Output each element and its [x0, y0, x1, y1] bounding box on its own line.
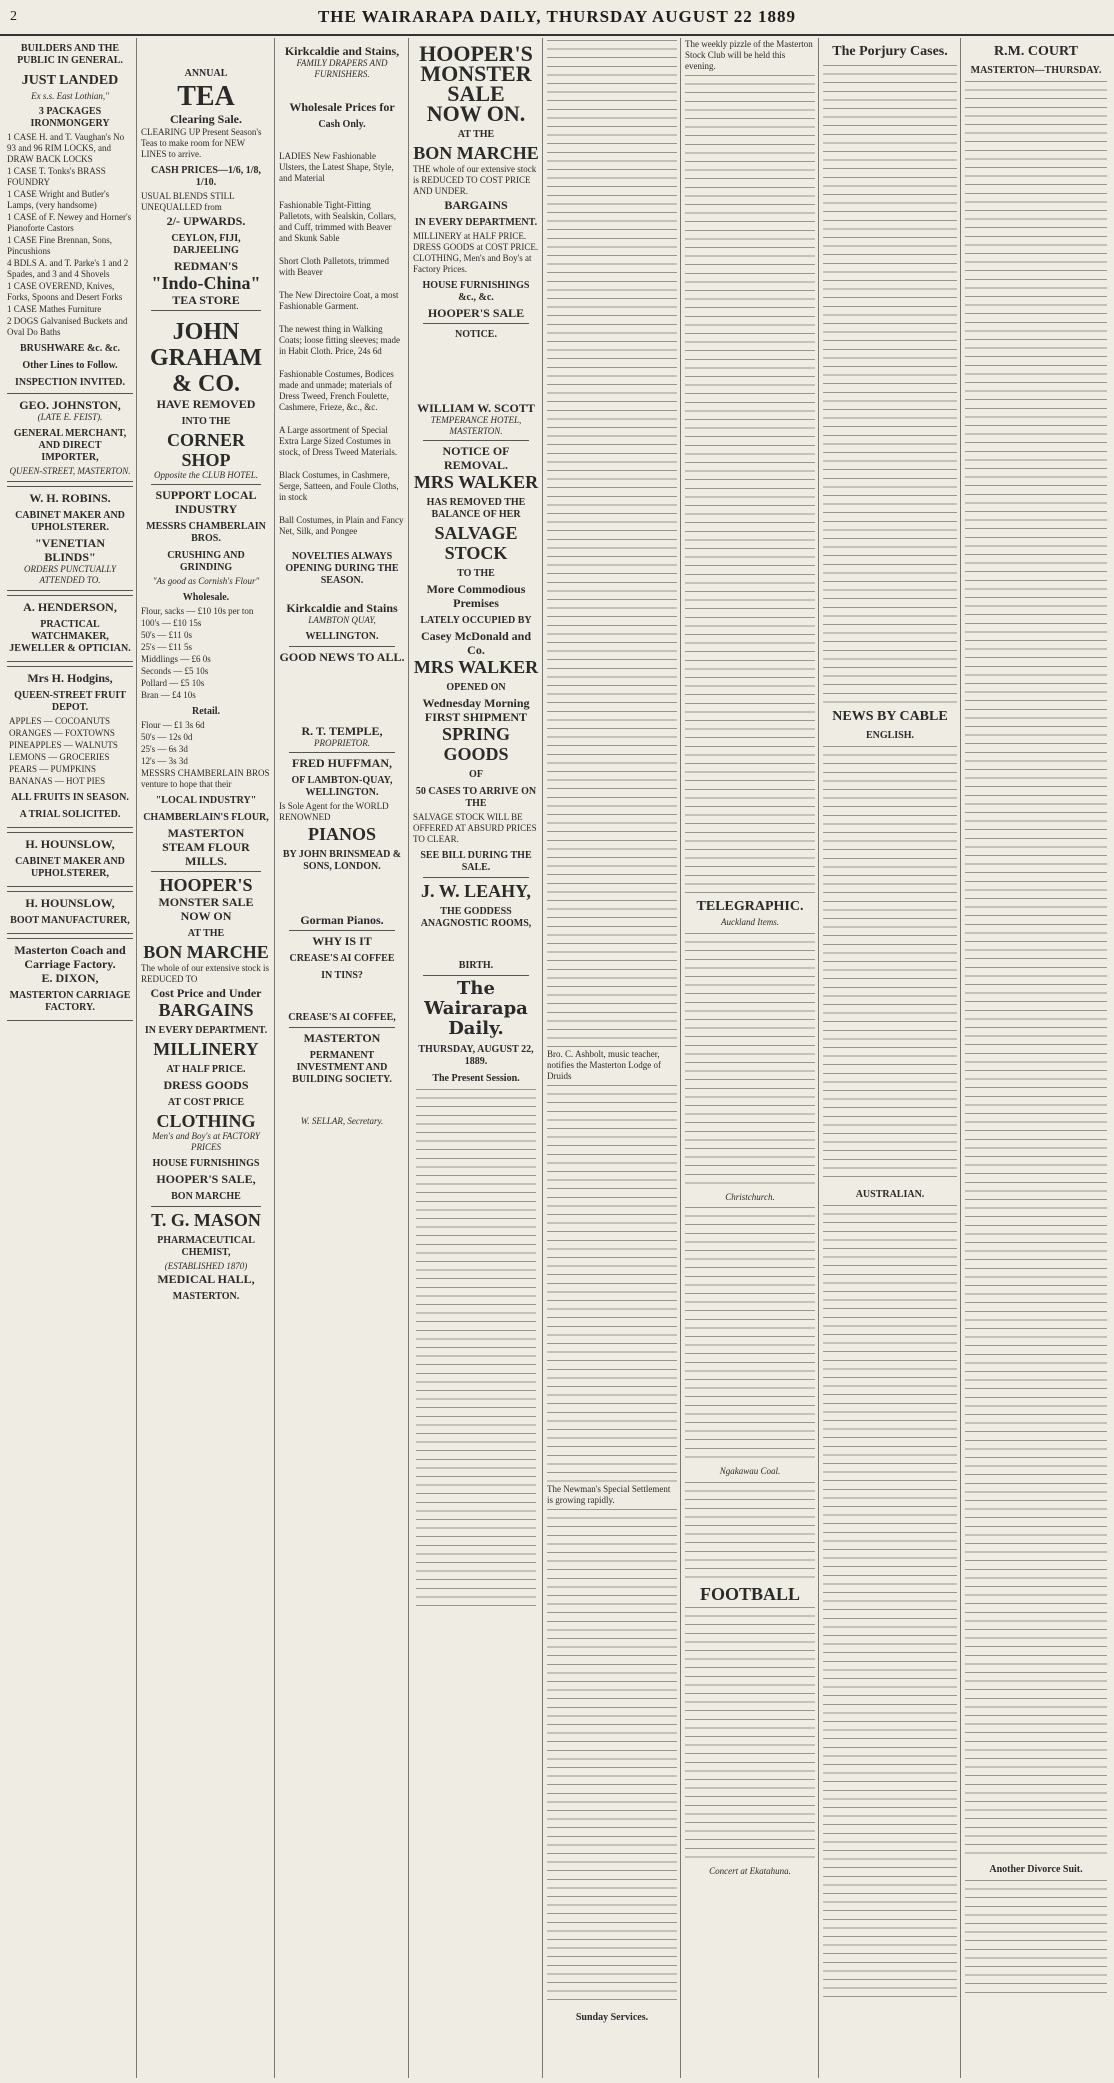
every-dept4: IN EVERY DEPARTMENT.	[414, 217, 538, 228]
list-item: 1 CASE H. and T. Vaughan's No 93 and 96 RIM LOCKS, and DRAW BACK LOCKS	[7, 131, 125, 164]
annual-label: ANNUAL	[184, 68, 228, 79]
builders-heading: BUILDERS AND THE PUBLIC IN GENERAL.	[17, 43, 123, 66]
robins-name: W. H. ROBINS.	[29, 490, 111, 505]
millinery: MILLINERY	[153, 1039, 259, 1059]
football: FOOTBALL	[699, 1583, 801, 1604]
price-row: Middlings — £6 0s	[141, 654, 211, 664]
list-item: 2 DOGS Galvanised Buckets and Oval Do Baths	[7, 315, 128, 337]
page-number: 2	[10, 9, 18, 24]
bon-marche4: BON MARCHE	[413, 143, 539, 163]
upwards: 2/- UPWARDS.	[166, 214, 246, 228]
list-item: 1 CASE Mathes Furniture	[7, 303, 102, 314]
masterton2: MASTERTON.	[172, 1291, 240, 1302]
australian: AUSTRALIAN.	[855, 1189, 925, 1200]
tea-heading: TEA	[177, 81, 235, 112]
retail-row: 12's — 3s 3d	[141, 756, 188, 766]
monster4: MONSTER	[420, 61, 532, 86]
retail-row: 50's — 12s 0d	[141, 732, 193, 742]
price-row: 25's — £11 5s	[141, 642, 193, 652]
kirkcaldie-heading: Kirkcaldie and Stains,	[284, 44, 400, 58]
lately: LATELY OCCUPIED BY	[420, 615, 532, 626]
millinery4: MILLINERY at HALF PRICE. DRESS GOODS at COST PRICE. CLOTHING, Men's and Boy's at Factory Prices.	[413, 231, 539, 274]
sole-agent: Is Sole Agent for the WORLD RENOWNED	[279, 801, 389, 822]
graham-heading: JOHN GRAHAM & CO.	[150, 319, 262, 397]
present-session: The Present Session.	[432, 1073, 520, 1084]
usual-blends: USUAL BLENDS STILL UNEQUALLED from	[141, 191, 235, 212]
column-5	[544, 38, 681, 2078]
support-local: SUPPORT LOCAL INDUSTRY	[155, 488, 257, 516]
shipment: FIRST SHIPMENT	[424, 710, 528, 724]
hoopers-heading: HOOPER'S	[159, 875, 253, 895]
column-8	[962, 38, 1110, 2078]
bargains: BARGAINS	[158, 1000, 254, 1020]
wellington: WELLINGTON.	[305, 631, 379, 642]
salvage-stock: SALVAGE STOCK	[434, 523, 518, 563]
monster-sale: MONSTER SALE	[158, 895, 254, 909]
column-4	[410, 38, 543, 2078]
mason-heading: T. G. MASON	[151, 1210, 261, 1230]
other-lines: Other Lines to Follow.	[22, 359, 118, 371]
ball-costumes: Ball Costumes, in Plain and Fancy Net, Silk, and Pongee	[279, 515, 404, 536]
wholesale-prices: Wholesale Prices for	[289, 100, 395, 114]
half-price: AT HALF PRICE.	[166, 1064, 246, 1075]
spring-goods: SPRING GOODS	[441, 724, 510, 764]
henderson-sub: PRACTICAL WATCHMAKER, JEWELLER & OPTICIAN.	[9, 618, 131, 654]
english: ENGLISH.	[865, 730, 915, 741]
another-divorce: Another Divorce Suit.	[989, 1864, 1083, 1875]
paper-date: THURSDAY, AUGUST 22, 1889.	[418, 1044, 534, 1067]
list-item: 1 CASE OVEREND, Knives, Forks, Spoons and Desert Forks	[7, 280, 123, 302]
hoopers-sale4: HOOPER'S SALE	[427, 306, 525, 320]
settlement-item: The Newman's Special Settlement is growing rapidly.	[547, 1484, 671, 1505]
fruit-item: LEMONS — GROCERIES	[9, 751, 110, 762]
stock-reduced: The whole of our extensive stock is REDUCED TO	[141, 963, 269, 984]
opened-on: OPENED ON	[446, 682, 506, 693]
tight-fitting: Fashionable Tight-Fitting Palletots, with Sealskin, Collars, and Cuff, trimmed with Beaver and Skunk Sable	[279, 200, 396, 243]
column-3	[276, 38, 409, 2078]
kirkcaldie2: Kirkcaldie and Stains	[286, 601, 398, 615]
see-bills: SEE BILL DURING THE SALE.	[420, 850, 532, 873]
crushing: CRUSHING AND GRINDING	[167, 550, 245, 573]
why-is-it: WHY IS IT	[312, 934, 372, 948]
black-costumes: Black Costumes, in Cashmere, Serge, Satteen, and Foule Cloths, in stock	[279, 470, 399, 502]
cash-only: Cash Only.	[318, 119, 366, 130]
johnston-sub2: GENERAL MERCHANT, AND DIRECT IMPORTER,	[13, 427, 127, 463]
good-news: GOOD NEWS TO ALL.	[279, 650, 405, 664]
local-industry: "LOCAL INDUSTRY"	[155, 795, 257, 806]
lambton-quay: LAMBTON QUAY,	[308, 615, 376, 625]
ladies-ulsters: LADIES New Fashionable Ulsters, the Latest Shape, Style, and Material	[279, 151, 394, 183]
rm-court: R.M. COURT	[994, 44, 1078, 59]
house4: HOUSE FURNISHINGS &c., &c.	[422, 280, 530, 303]
trial-solicited: A TRIAL SOLICITED.	[19, 808, 121, 820]
opposite-club: Opposite the CLUB HOTEL.	[153, 470, 258, 480]
price-row: Pollard — £5 10s	[141, 678, 205, 688]
pharmaceutical: PHARMACEUTICAL CHEMIST,	[157, 1235, 255, 1258]
price-row: Seconds — £5 10s	[141, 666, 209, 676]
ex-ship: Ex s.s. East Lothian,"	[31, 91, 109, 101]
premises: More Commodious Premises	[426, 582, 526, 610]
ceylon: CEYLON, FIJI, DARJEELING	[171, 233, 241, 256]
scott-name: WILLIAM W. SCOTT	[417, 401, 535, 415]
fruit-item: ORANGES — FOXTOWNS	[9, 727, 115, 738]
retail: Retail.	[191, 706, 221, 717]
redman: REDMAN'S	[173, 259, 238, 273]
list-item: 1 CASE T. Tonks's BRASS FOUNDRY	[7, 165, 106, 187]
clearing-body: CLEARING UP Present Season's Teas to make room for NEW LINES to arrive.	[141, 127, 262, 159]
news-by-cable: NEWS BY CABLE	[832, 709, 948, 724]
huffman-address: OF LAMBTON-QUAY, WELLINGTON.	[291, 775, 393, 798]
column-2	[138, 38, 275, 2078]
list-item: 1 CASE of F. Newey and Horner's Pianoforte Castors	[7, 211, 132, 233]
cases-arrive: 50 CASES TO ARRIVE ON THE	[415, 786, 537, 809]
cornish: "As good as Cornish's Flour"	[152, 576, 260, 586]
of-label: OF	[469, 769, 483, 780]
walker-name: MRS WALKER	[413, 472, 539, 492]
temple-proprietor: PROPRIETOR.	[313, 738, 371, 748]
hounslow2-sub: BOOT MANUFACTURER,	[10, 914, 130, 926]
at-cost: AT COST PRICE	[167, 1097, 245, 1108]
building-society: PERMANENT INVESTMENT AND BUILDING SOCIETY.	[292, 1050, 392, 1085]
newspaper-title: THE WAIRARAPA DAILY, THURSDAY AUGUST 22 1889	[317, 7, 797, 26]
venetian-sub: ORDERS PUNCTUALLY ATTENDED TO.	[23, 563, 117, 585]
masthead	[0, 0, 1114, 36]
walking-coats: The newest thing in Walking Coats; loose fitting sleeves; made in Habit Cloth. Price, 24s 6d	[279, 324, 400, 356]
page-columns	[4, 38, 1110, 2078]
coach-heading: Masterton Coach and Carriage Factory.	[14, 942, 126, 971]
clothing: CLOTHING	[156, 1111, 256, 1131]
list-item: 1 CASE Wright and Butler's Lamps, (very handsome)	[7, 188, 110, 210]
stock-club: The weekly pizzle of the Masterton Stock Club will be held this evening.	[685, 39, 813, 71]
gorman-pianos: Gorman Pianos.	[300, 913, 384, 927]
corner-shop: CORNER SHOP	[166, 430, 245, 470]
price-row: 100's — £10 15s	[141, 618, 202, 628]
temperance: TEMPERANCE HOTEL, MASTERTON.	[430, 415, 522, 436]
dress-goods: DRESS GOODS	[163, 1078, 249, 1092]
every-dept: IN EVERY DEPARTMENT.	[144, 1025, 268, 1036]
wednesday: Wednesday Morning	[422, 696, 530, 710]
hounslow-name: H. HOUNSLOW,	[25, 836, 115, 851]
casey: Casey McDonald and Co.	[420, 629, 531, 657]
have-removed: HAVE REMOVED	[156, 397, 256, 411]
leahy-sub: THE GODDESS ANAGNOSTIC ROOMS,	[420, 906, 532, 929]
novelties: NOVELTIES ALWAYS OPENING DURING THE SEASON.	[285, 551, 399, 586]
house-furnishings: HOUSE FURNISHINGS	[152, 1158, 260, 1169]
directoire: The New Directoire Coat, a most Fashionable Garment.	[279, 290, 399, 311]
in-tins: IN TINS?	[321, 970, 363, 981]
fruit-footer: ALL FRUITS IN SEASON.	[11, 791, 129, 803]
clearing-sale: Clearing Sale.	[170, 112, 242, 126]
henderson-name: A. HENDERSON,	[23, 599, 117, 614]
hounslow2-name: H. HOUNSLOW,	[25, 895, 115, 910]
at-the: AT THE	[187, 928, 225, 939]
queen-street: QUEEN-STREET, MASTERTON.	[9, 465, 131, 476]
factory-prices: Men's and Boy's at FACTORY PRICES	[152, 1131, 260, 1152]
established: (ESTABLISHED 1870)	[164, 1261, 248, 1271]
scotch-costumes: A Large assortment of Special Extra Large Sized Costumes in stock, of Dress Tweed Materials.	[279, 425, 398, 457]
brinsmead: BY JOHN BRINSMEAD & SONS, LONDON.	[282, 849, 402, 872]
retail-row: Flour — £1 3s 6d	[141, 720, 205, 730]
temple-name: R. T. TEMPLE,	[301, 724, 383, 738]
medical-hall: MEDICAL HALL,	[157, 1272, 255, 1286]
dixon-name: E. DIXON,	[41, 970, 99, 985]
porjury-cases: The Porjury Cases.	[832, 44, 948, 59]
masterton-label: MASTERTON	[167, 826, 245, 840]
fruit-item: BANANAS — HOT PIES	[9, 775, 106, 786]
sellar: W. SELLAR, Secretary.	[300, 1116, 384, 1126]
chamberlain: MESSRS CHAMBERLAIN BROS.	[146, 521, 266, 544]
chamberlain2: MESSRS CHAMBERLAIN BROS venture to hope that their	[141, 768, 270, 789]
at-the4: AT THE	[457, 129, 495, 140]
dixon-sub: MASTERTON CARRIAGE FACTORY.	[9, 989, 131, 1013]
fruit-item: APPLES — COCOANUTS	[9, 715, 111, 726]
retail-row: 25's — 6s 3d	[141, 744, 188, 754]
tea-store: TEA STORE	[172, 293, 240, 307]
auckland-items: Auckland Items.	[721, 917, 779, 927]
johnston-sub: (LATE E. FEIST).	[37, 411, 103, 422]
ngakawau: Ngakawau Coal.	[719, 1466, 781, 1477]
just-landed-heading: JUST LANDED	[21, 73, 119, 88]
walker2: MRS WALKER	[413, 657, 539, 677]
inspection: INSPECTION INVITED.	[14, 376, 126, 388]
sale4: SALE	[447, 81, 505, 106]
costumes: Fashionable Costumes, Bodices made and unmade; materials of Dress Tweed, French Foulette, Cashmere, Frieze, &c., &c.	[279, 369, 394, 412]
concert: Concert at Ekatahuna.	[709, 1865, 791, 1876]
indo-china: "Indo-China"	[151, 273, 261, 293]
pianos: PIANOS	[307, 824, 376, 844]
into-the: INTO THE	[181, 416, 231, 427]
column-7	[820, 38, 961, 2078]
creases-coffee: CREASE'S AI COFFEE	[289, 953, 395, 964]
robins-sub: CABINET MAKER AND UPHOLSTERER.	[15, 509, 125, 533]
johnston-name: GEO. JOHNSTON,	[19, 397, 121, 412]
birth-heading: BIRTH.	[458, 960, 494, 971]
salvage-sale: SALVAGE STOCK WILL BE OFFERED AT ABSURD PRICES TO CLEAR.	[413, 812, 537, 844]
price-row: 50's — £11 0s	[141, 630, 193, 640]
reduced4: THE whole of our extensive stock is REDUCED TO COST PRICE AND UNDER.	[413, 164, 537, 196]
price-row: Bran — £4 10s	[141, 690, 196, 700]
creases-coffee2: CREASE'S AI COFFEE,	[288, 1012, 396, 1023]
to-the: TO THE	[457, 568, 495, 579]
masterton-thursday: MASTERTON—THURSDAY.	[970, 65, 1102, 76]
paper-title: The Wairarapa Daily.	[424, 978, 528, 1039]
hodgins-sub: QUEEN-STREET FRUIT DEPOT.	[14, 689, 126, 713]
short-cloth: Short Cloth Palletots, trimmed with Beaver	[279, 256, 389, 277]
venetian: "VENETIAN BLINDS"	[34, 535, 105, 564]
fruit-item: PINEAPPLES — WALNUTS	[9, 739, 118, 750]
family-drapers: FAMILY DRAPERS AND FURNISHERS.	[296, 58, 388, 79]
column-6	[682, 38, 819, 2078]
hounslow-sub: CABINET MAKER AND UPHOLSTERER,	[15, 855, 125, 879]
sunday-services: Sunday Services.	[575, 2012, 649, 2023]
price-row: Flour, sacks — £10 10s per ton	[141, 606, 254, 616]
telegraphic: TELEGRAPHIC.	[696, 899, 804, 914]
wholesale: Wholesale.	[182, 592, 230, 603]
hoopers4: HOOPER'S	[419, 41, 533, 66]
hodgins-name: Mrs H. Hodgins,	[27, 670, 113, 685]
ashbolt-item: Bro. C. Ashbolt, music teacher, notifies the Masterton Lodge of Druids	[547, 1049, 661, 1081]
now-on4: NOW ON.	[426, 101, 526, 126]
list-item: 1 CASE Fine Brennan, Sons, Pincushions	[7, 234, 113, 256]
chamberlains-flour: CHAMBERLAIN'S FLOUR,	[143, 812, 269, 823]
leahy-name: J. W. LEAHY,	[421, 881, 531, 901]
cost-price: Cost Price and Under	[150, 986, 262, 1000]
removed: HAS REMOVED THE BALANCE OF HER	[426, 497, 526, 520]
hooper-sale: HOOPER'S SALE,	[156, 1172, 256, 1186]
ironmongery-heading: 3 PACKAGES IRONMONGERY	[30, 105, 110, 129]
christchurch: Christchurch.	[725, 1191, 775, 1202]
masterton3: MASTERTON	[303, 1031, 381, 1045]
huffman-name: FRED HUFFMAN,	[292, 756, 392, 770]
bon-marche: BON MARCHE	[143, 942, 269, 962]
bon-marche2: BON MARCHE	[171, 1191, 241, 1202]
brushware: BRUSHWARE &c. &c.	[20, 342, 120, 354]
column-1	[4, 38, 137, 2078]
fruit-item: PEARS — PUMPKINS	[9, 763, 97, 774]
now-on: NOW ON	[180, 909, 232, 923]
bargains4: BARGAINS	[444, 198, 508, 212]
steam-flour: STEAM FLOUR MILLS.	[162, 840, 250, 868]
removal-notice: NOTICE OF REMOVAL.	[442, 444, 510, 472]
list-item: 4 BDLS A. and T. Parke's 1 and 2 Spades, and 3 and 4 Shovels	[7, 257, 129, 279]
cash-prices: CASH PRICES—1/6, 1/8, 1/10.	[150, 165, 261, 188]
notice4: NOTICE.	[455, 329, 497, 340]
